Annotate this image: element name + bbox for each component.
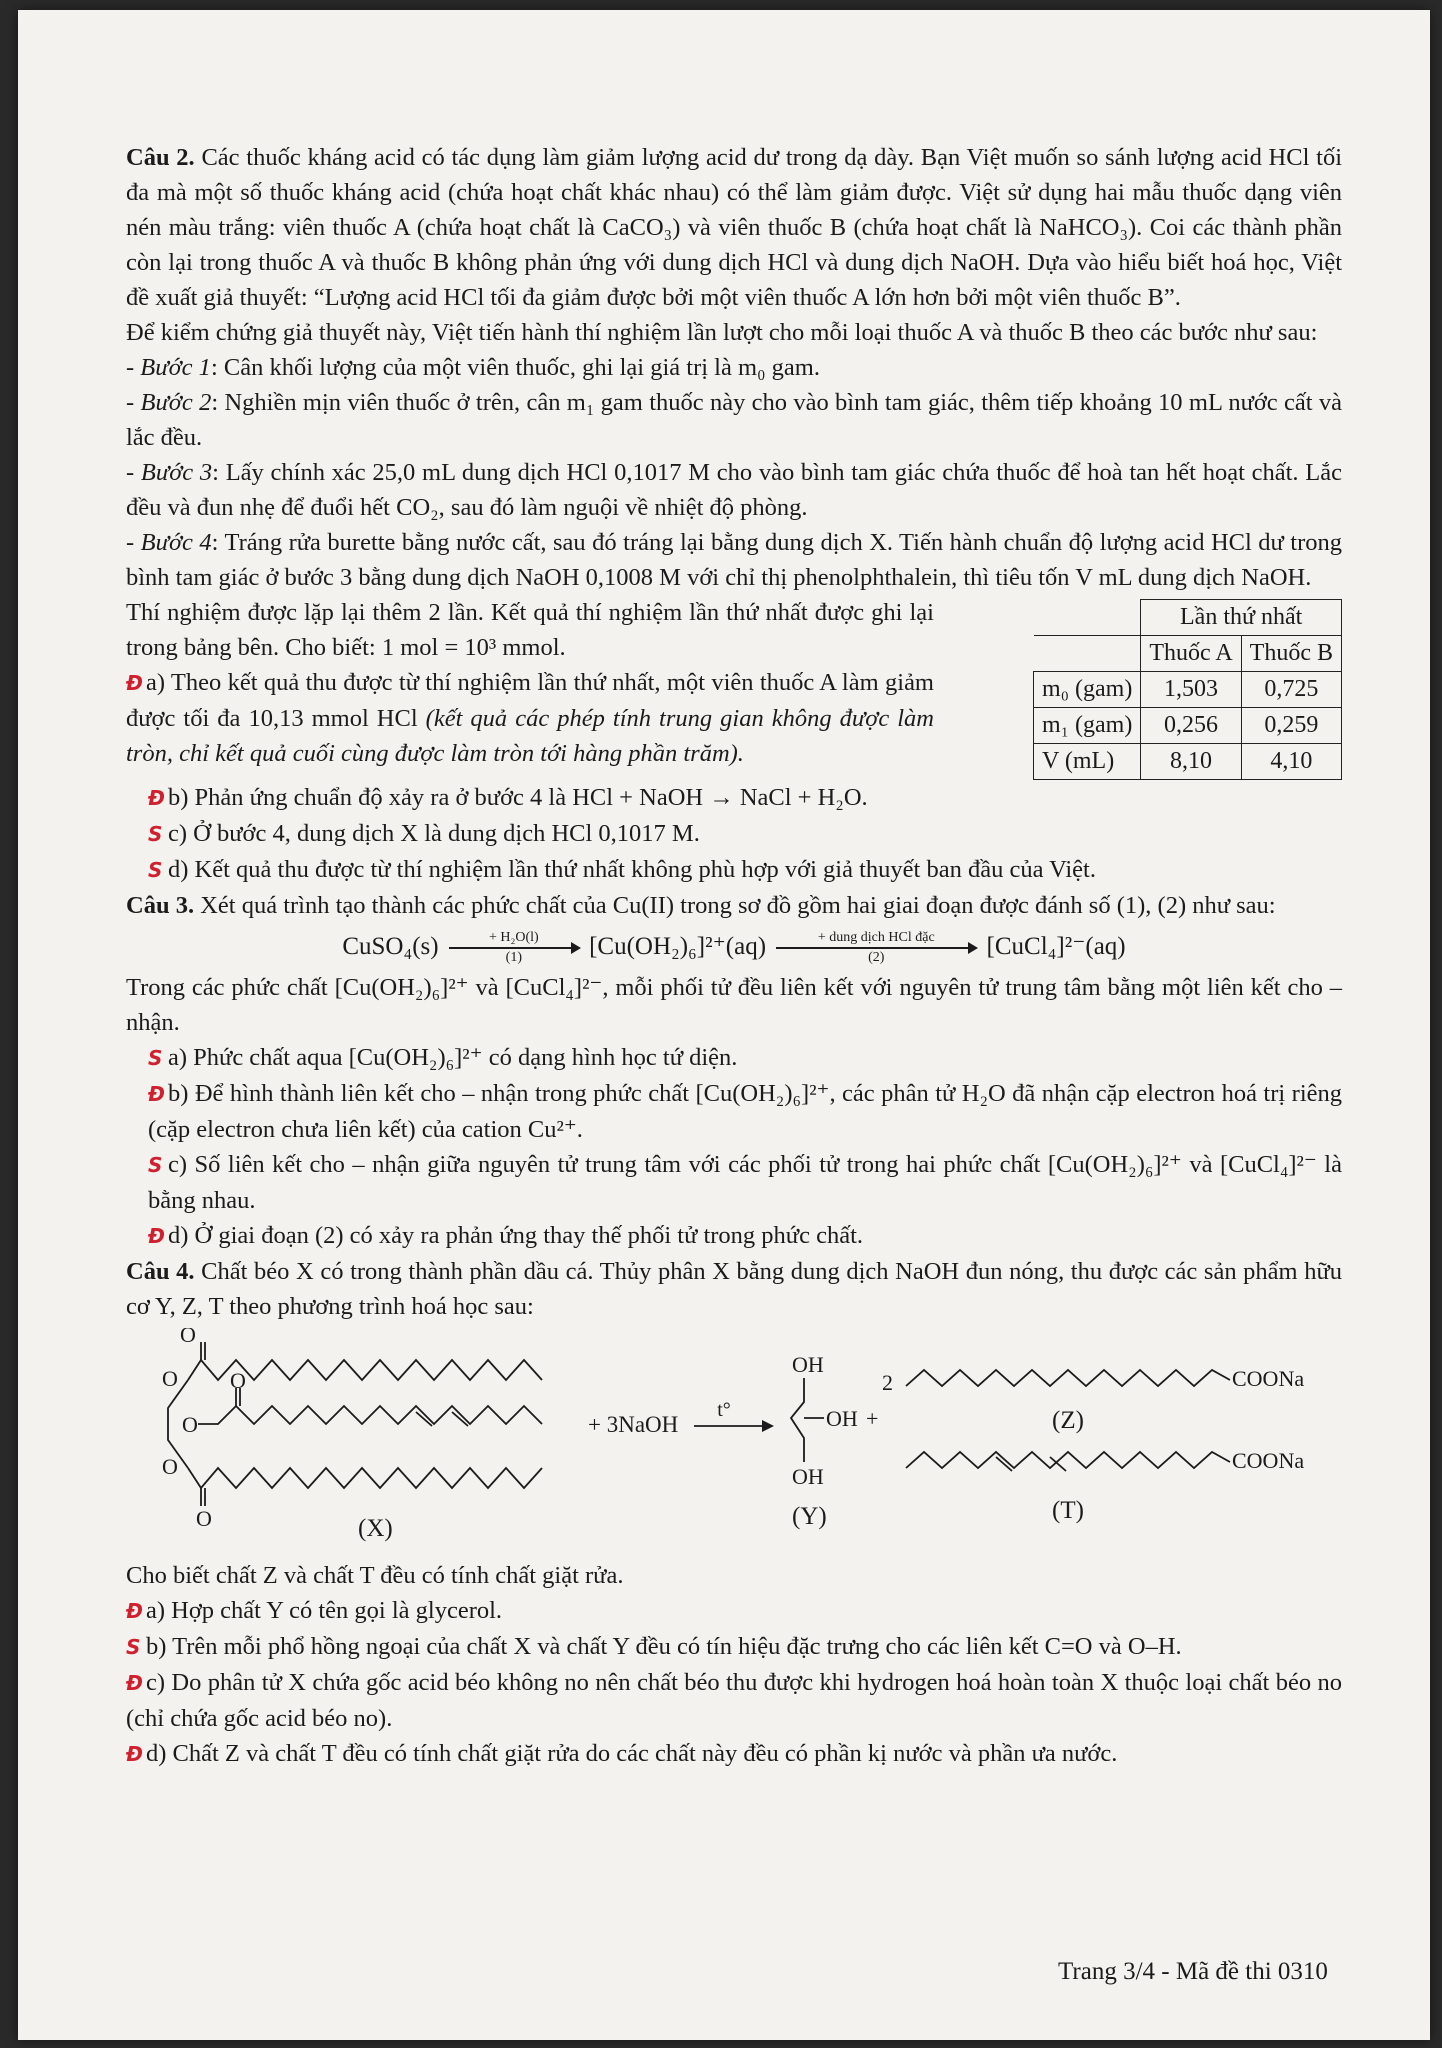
x-chain-2 [198,1406,542,1424]
answer-mark-q4a: Đ [126,1599,143,1624]
q2-left-column [126,595,934,780]
q3-heading: Câu 3. [126,892,195,919]
q2-repeat: Thí nghiệm được lặp lại thêm 2 lần. Kết quả thí nghiệm lần thứ nhất được ghi lại trong bảng bên. Cho biết: 1 mol = 10³ mmol. [126,599,934,661]
scheme-labels [162,1328,1304,1542]
q2-verify: Để kiểm chứng giả thuyết này, Việt tiến hành thí nghiệm lần lượt cho mỗi loại thuốc A và thuốc B theo các bước như sau: [126,319,1318,346]
x-label: (X) [358,1515,393,1543]
x-label-o1: O [162,1366,178,1392]
x-label-o3: O [230,1368,246,1394]
x-label-o-top: O [180,1328,196,1348]
q2-step2: - Bước 2: Nghiền mịn viên thuốc ở trên, cân m₁ gam thuốc này cho vào bình tam giác, thêm tiếp khoảng 10 mL nước cất và lắc đều. [126,389,1343,451]
q3-statement-b: Đ b) Để hình thành liên kết cho – nhận trong phức chất [Cu(OH₂)₆]²⁺, các phân tử H₂O đã nhận cặp electron hoá trị riêng (cặp electron chưa liên kết) của cation Cu²⁺. [126,1076,1342,1147]
answer-mark-q3c: S [148,1153,163,1178]
y-oh-top: OH [792,1352,824,1378]
q2-results-table [1033,599,1342,780]
q2-heading: Câu 2. [126,144,195,171]
x-chain-3 [188,1468,542,1488]
answer-mark-q2c: S [148,822,163,846]
q4-saponification-scheme [126,1328,1342,1558]
reaction-arrow-1: $\frac{\text{+ H₂O(l)}}{(1)}$ [449,930,579,966]
q3-statement-c: S c) Số liên kết cho – nhận giữa nguyên tử trung tâm với các phối tử trong hai phức chất [Cu(OH₂)₆]²⁺ và [CuCl₄]²⁻ là bằng nhau. [126,1147,1342,1218]
answer-mark-q3d: Đ [148,1224,165,1249]
q2-step3: - Bước 3: Lấy chính xác 25,0 mL dung dịch HCl 0,1017 M cho vào bình tam giác chứa thuốc để hoà tan hết hoạt chất. Lắc đều và đun nhẹ để đuổi hết CO₂, sau đó làm nguội về nhiệt độ phòng. [126,459,1342,521]
t-label: (T) [1052,1497,1084,1525]
q2-statement-a: Đ a) Theo kết quả thu được từ thí nghiệm lần thứ nhất, một viên thuốc A làm giảm được tối đa 10,13 mmol HCl (kết quả các phép tính trung gian không được làm tròn, chỉ kết quả cuối cùng được làm tròn tới hàng phần trăm). [126,665,934,771]
t-chain [906,1452,1230,1468]
q2-statement-c: S c) Ở bước 4, dung dịch X là dung dịch HCl 0,1017 M. [126,816,1342,852]
eq-right: [CuCl₄]²⁻(aq) [986,933,1126,960]
eq-mid: [Cu(OH₂)₆]²⁺(aq) [589,933,767,960]
q2-step1: - Bước 1: Cân khối lượng của một viên thuốc, ghi lại giá trị là m₀ gam. [126,354,820,381]
q2-statement-d: S d) Kết quả thu được từ thí nghiệm lần thứ nhất không phù hợp với giả thuyết ban đầu của Việt. [126,852,1342,888]
z-coefficient: 2 [882,1370,893,1396]
answer-mark-q3a: S [148,1046,163,1071]
z-label: (Z) [1052,1407,1084,1435]
answer-mark-q2d: S [148,858,163,882]
q4-statement-a: Đ a) Hợp chất Y có tên gọi là glycerol. [126,1593,1342,1629]
q4-note: Cho biết chất Z và chất T đều có tính chất giặt rửa. [126,1562,624,1590]
q3-statement-d: Đ d) Ở giai đoạn (2) có xảy ra phản ứng thay thế phối tử trong phức chất. [126,1218,1342,1254]
q3-reaction-scheme [126,929,1342,966]
table-header-b: Thuốc B [1241,636,1341,672]
condition-label: t° [717,1399,731,1422]
reaction-arrow-2: + dung dịch HCl đặc (2) [776,930,976,966]
x-label-o4: O [162,1454,178,1480]
table-row: m₁ (gam) 0,256 0,259 [1034,708,1342,744]
q4-statement-c: Đ c) Do phân tử X chứa gốc acid béo không no nên chất béo thu được khi hydrogen hoá hoàn toàn X thuộc loại chất béo no (chỉ chứa gốc acid béo no). [126,1665,1342,1736]
z-coona: COONa [1232,1366,1305,1392]
answer-mark-q4c: Đ [126,1671,143,1696]
answer-mark-q2b: Đ [148,786,165,810]
x-label-o2: O [182,1412,198,1438]
q4-statement-d: Đ d) Chất Z và chất T đều có tính chất giặt rửa do các chất này đều có phần kị nước và phần ưa nước. [126,1736,1342,1772]
q2-step4: - Bước 4: Tráng rửa burette bằng nước cất, sau đó tráng lại bằng dung dịch X. Tiến hành chuẩn độ lượng acid HCl dư trong bình tam giác ở bước 3 bằng dung dịch NaOH 0,1008 M với chỉ thị phenolphthalein, thì tiêu tốn V mL dung dịch NaOH. [126,529,1342,591]
reagent-label: + 3NaOH [588,1412,679,1438]
q4-intro: Câu 4. Chất béo X có trong thành phần dầu cá. Thủy phân X bằng dung dịch NaOH đun nóng, thu được các sản phẩm hữu cơ Y, Z, T theo phương trình hoá học sau: [126,1258,1342,1321]
q2-intro: Câu 2. Các thuốc kháng acid có tác dụng làm giảm lượng acid dư trong dạ dày. Bạn Việt muốn so sánh lượng acid HCl tối đa mà một số thuốc kháng acid (chứa hoạt chất khác nhau) có thể làm giảm được. Việt sử dụng hai mẫu thuốc dạng viên nén màu trắng: viên thuốc A (chứa hoạt chất là CaCO₃) và viên thuốc B (chứa hoạt chất là NaHCO₃). Coi các thành phần còn lại trong thuốc A và thuốc B không phản ứng với dung dịch HCl và dung dịch NaOH. Dựa vào hiểu biết hoá học, Việt đề xuất giả thuyết: “Lượng acid HCl tối đa giảm được bởi một viên thuốc A lớn hơn bởi một viên thuốc B”. [126,144,1343,311]
exam-paper [18,10,1430,2040]
z-chain [906,1370,1230,1386]
y-oh-bottom: OH [792,1464,824,1490]
q2-table-block [126,595,1342,780]
answer-mark-q3b: Đ [148,1082,165,1107]
q3-context: Trong các phức chất [Cu(OH₂)₆]²⁺ và [CuCl₄]²⁻, mỗi phối tử đều liên kết với nguyên tử trung tâm bằng một liên kết cho – nhận. [126,974,1342,1037]
eq-left: CuSO₄(s) [342,933,439,960]
q3-intro: Câu 3. Xét quá trình tạo thành các phức chất của Cu(II) trong sơ đồ gồm hai giai đoạn được đánh số (1), (2) như sau: [126,892,1276,919]
q4-statement-b: S b) Trên mỗi phổ hồng ngoại của chất X và chất Y đều có tín hiệu đặc trưng cho các liên kết C=O và O–H. [126,1629,1342,1665]
table-row: m₀ (gam) 1,503 0,725 [1034,672,1342,708]
x-label-o5: O [196,1506,212,1532]
q3-statement-a: S a) Phức chất aqua [Cu(OH₂)₆]²⁺ có dạng hình học tứ diện. [126,1040,1342,1076]
answer-mark-q4b: S [126,1635,141,1660]
answer-mark-q4d: Đ [126,1742,143,1767]
plus-sign: + [866,1406,879,1432]
answer-mark-q2a: Đ [126,671,143,695]
y-skeleton [791,1378,804,1462]
t-coona: COONa [1232,1448,1305,1474]
table-title: Lần thứ nhất [1141,600,1342,636]
saponification-diagram [126,1328,1342,1558]
q4-heading: Câu 4. [126,1258,195,1286]
table-header-a: Thuốc A [1141,636,1241,672]
page-footer: Trang 3/4 - Mã đề thi 0310 [1058,1958,1328,1985]
y-label: (Y) [792,1503,827,1531]
table-row: V (mL) 8,10 4,10 [1034,744,1342,780]
q2-statement-b: Đ b) Phản ứng chuẩn độ xảy ra ở bước 4 là HCl + NaOH → NaCl + H₂O. [126,780,1342,816]
y-oh-mid: OH [826,1406,858,1432]
exam-content [126,140,1342,1772]
